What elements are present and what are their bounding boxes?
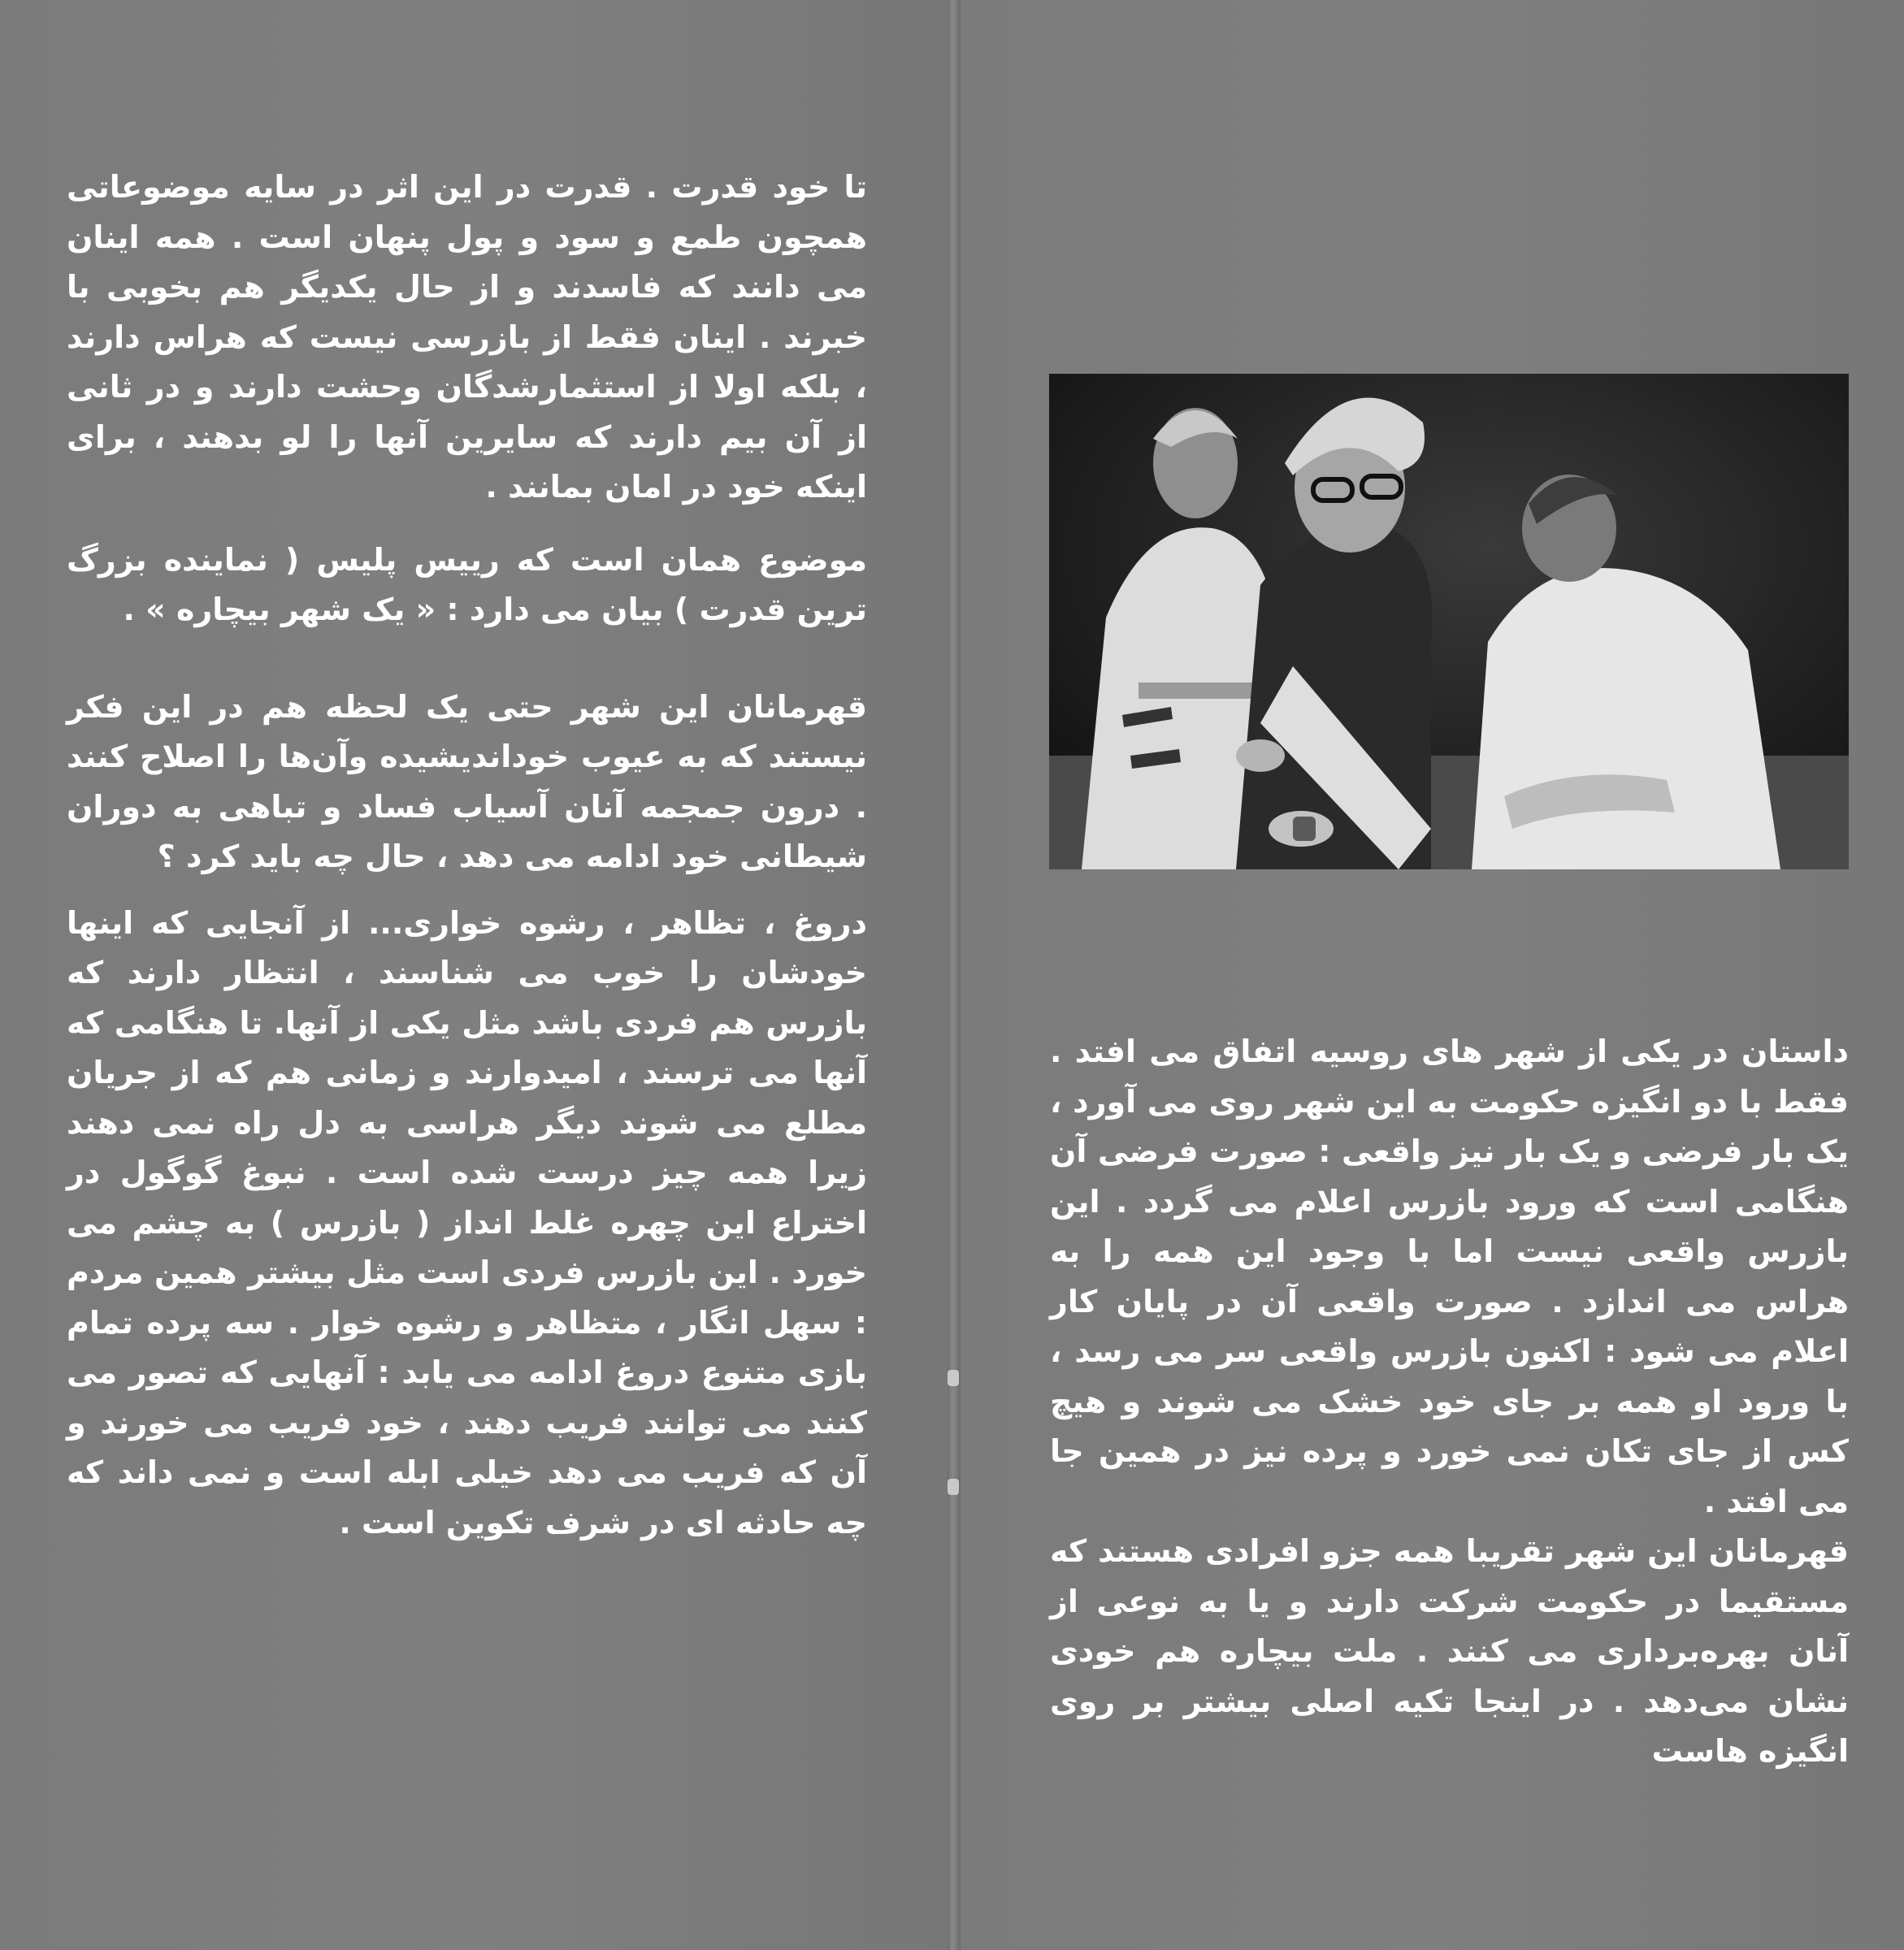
- right-page-text: [1050, 1027, 1849, 1777]
- paragraph: قهرمانان این شهر تقریبا همه جزو افرادی هستند که مستقیما در حکومت شرکت دارند و یا به نوعی از آنان بهره‌برداری می کنند . ملت بیچاره هم خودی نشان می‌دهد . در اینجا تکیه اصلی بیشتر بر روی انگیزه هاست: [1050, 1533, 1849, 1769]
- stage-photo-icon: [1049, 374, 1849, 869]
- paragraph: داستان در یکی از شهر های روسیه اتفاق می افتد . فقط با دو انگیزه حکومت به این شهر روی می آورد ، یک بار فرضی و یک بار نیز واقعی : صورت فرضی آن هنگامی است که ورود بازرس اعلام می گردد . این بازرس واقعی نیست اما با وجود این همه را به هراس می اندازد . صورت واقعی آن در پایان کار اعلام می شود : اکنون بازرس واقعی سر می رسد ، با ورود او همه بر جای خود خشک می شوند و هیچ کس از جای تکان نمی خورد و پرده نیز در همین جا می افتد .: [1050, 1034, 1849, 1519]
- staple-bottom: [948, 1479, 959, 1495]
- paragraph: تا خود قدرت . قدرت در این اثر در سایه موضوعاتی همچون طمع و سود و پول پنهان است . همه اینان می دانند که فاسدند و از حال یکدیگر هم بخوبی با خبرند . اینان فقط از بازرسی نیست که هراس دارند ، بلکه اولا از استثمارشدگان وحشت دارند و در ثانی از آن بیم دارند که سایرین آنها را لو بدهند ، برای اینکه خود در امان بمانند .: [67, 169, 867, 505]
- stage-photo: [1049, 374, 1849, 869]
- paragraph: قهرمانان این شهر حتی یک لحظه هم در این فکر نیستند که به عیوب خوداندیشیده وآن‌ها را اصلاح کنند . درون جمجمه آنان آسیاب فساد و تباهی به دوران شیطانی خود ادامه می دهد ، حال چه باید کرد ؟: [67, 688, 867, 874]
- paragraph: موضوع همان است که رییس پلیس ( نماینده بزرگ ترین قدرت ) بیان می دارد : « یک شهر بیچاره » .: [67, 541, 867, 627]
- staple-top: [948, 1370, 959, 1386]
- booklet-spine: [948, 0, 961, 1950]
- paragraph: دروغ ، تظاهر ، رشوه خواری... از آنجایی که اینها خودشان را خوب می شناسند ، انتظار دارند که بازرس هم فردی باشد مثل یکی از آنها. تا هنگامی که آنها می ترسند ، امیدوارند و زمانی هم که از جریان مطلع می شوند دیگر هراسی به دل راه نمی دهند زیرا همه چیز درست شده است . نبوغ گوگول در اختراع این چهره غلط انداز ( بازرس ) به چشم می خورد . این بازرس فردی است مثل بیشتر همین مردم : سهل انگار ، متظاهر و رشوه خوار . سه پرده تمام بازی متنوع دروغ ادامه می یابد : آنهایی که تصور می کنند می توانند فریب دهند ، خود فریب می خورند و آن که فریب می دهد خیلی ابله است و نمی داند که چه حادثه ای در شرف تکوین است .: [67, 904, 867, 1540]
- left-page-text: [67, 162, 867, 1548]
